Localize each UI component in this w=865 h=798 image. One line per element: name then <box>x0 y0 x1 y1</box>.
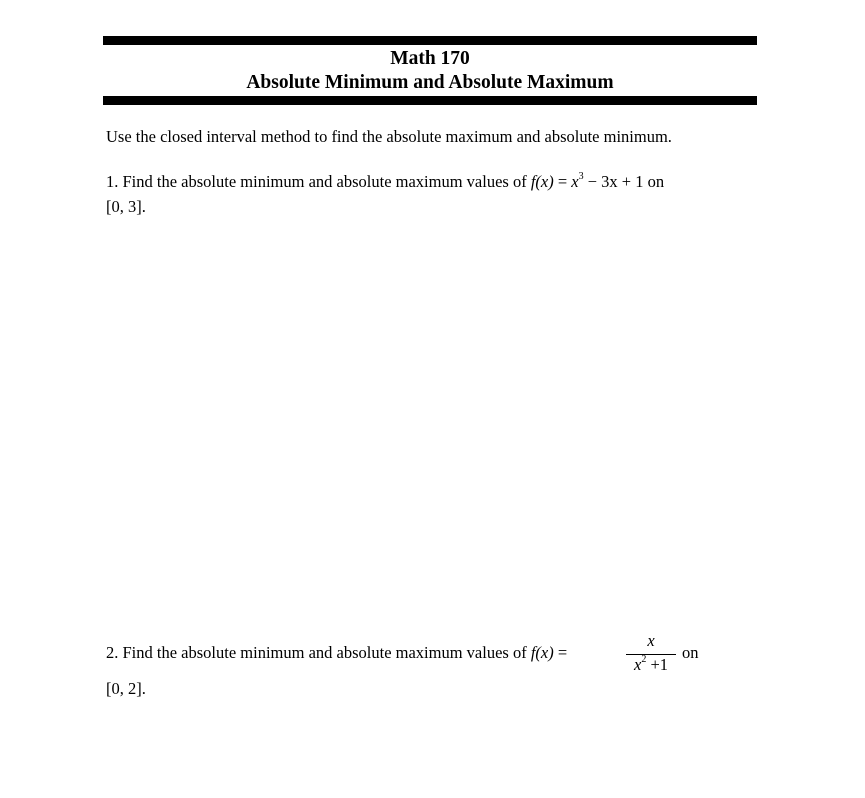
problem-2-denominator-rest: +1 <box>650 655 668 674</box>
problem-2-interval: [0, 2]. <box>106 679 146 698</box>
instructions: Use the closed interval method to find the absolute maximum and absolute minimum. <box>106 127 672 146</box>
worksheet-title: Absolute Minimum and Absolute Maximum <box>246 72 614 93</box>
problem-1-interval: [0, 3]. <box>106 197 146 216</box>
problem-2-numerator: x <box>647 631 655 650</box>
problem-1-rest: − 3x + 1 <box>587 172 644 191</box>
problem-1-on: on <box>647 172 665 191</box>
header-top-rule <box>103 36 757 45</box>
problem-1-equals: = <box>557 172 568 191</box>
problem-1-base: x <box>571 172 579 191</box>
problem-1-exponent: 3 <box>578 171 584 182</box>
header-bottom-rule <box>103 96 757 105</box>
problem-2-equals: = <box>557 643 568 662</box>
problem-2-denominator-exponent: 2 <box>641 654 647 665</box>
problem-1-prompt: Find the absolute minimum and absolute maximum values of <box>122 172 527 191</box>
problem-2-fraction <box>624 632 678 676</box>
problem-1 <box>106 172 664 195</box>
problem-2 <box>106 643 567 663</box>
problem-1-function-lhs: f(x) <box>530 172 554 191</box>
problem-2-function-lhs: f(x) <box>530 643 554 662</box>
problem-1-number: 1. <box>106 172 119 191</box>
course-title: Math 170 <box>390 48 470 69</box>
problem-2-number: 2. <box>106 643 119 662</box>
problem-2-denominator-base: x <box>633 655 642 674</box>
problem-2-on: on <box>682 643 699 662</box>
problem-2-prompt: Find the absolute minimum and absolute maximum values of <box>122 643 527 662</box>
problem-2-denominator <box>624 656 678 677</box>
